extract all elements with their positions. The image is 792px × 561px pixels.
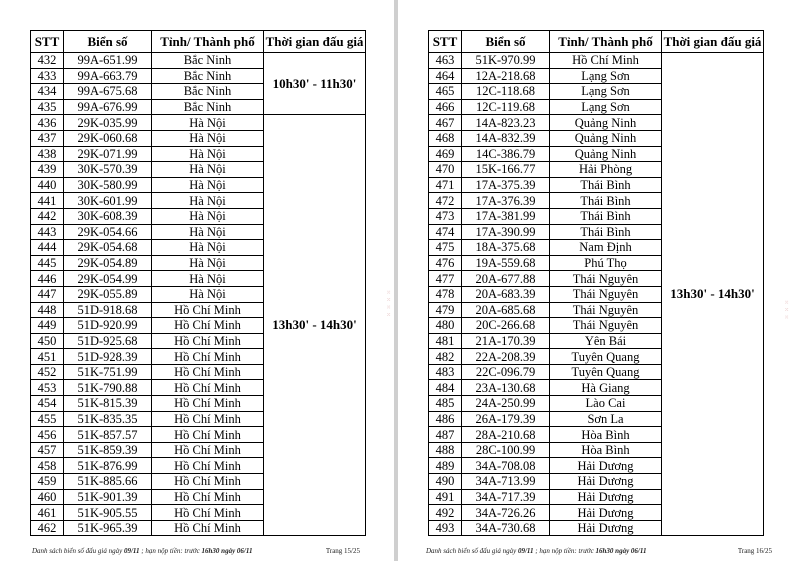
province-cell: Quảng Ninh — [550, 146, 662, 162]
plate-cell: 29K-054.66 — [64, 224, 152, 240]
stt-cell: 435 — [31, 99, 64, 115]
stt-cell: 454 — [31, 396, 64, 412]
province-cell: Hải Dương — [550, 474, 662, 490]
plate-cell: 29K-054.99 — [64, 271, 152, 287]
plate-cell: 28C-100.99 — [462, 442, 550, 458]
plate-cell: 51K-876.99 — [64, 458, 152, 474]
plate-cell: 51K-835.35 — [64, 411, 152, 427]
stt-cell: 489 — [429, 458, 462, 474]
plate-cell: 22A-208.39 — [462, 349, 550, 365]
province-cell: Hồ Chí Minh — [152, 349, 264, 365]
stt-cell: 434 — [31, 84, 64, 100]
province-cell: Tuyên Quang — [550, 364, 662, 380]
header-time: Thời gian đấu giá — [264, 31, 366, 53]
document-page-left — [0, 0, 394, 561]
plate-cell: 51D-928.39 — [64, 349, 152, 365]
province-cell: Thái Bình — [550, 224, 662, 240]
plate-cell: 29K-060.68 — [64, 130, 152, 146]
stt-cell: 440 — [31, 177, 64, 193]
stt-cell: 432 — [31, 53, 64, 69]
plate-cell: 34A-713.99 — [462, 474, 550, 490]
province-cell: Hà Giang — [550, 380, 662, 396]
plate-cell: 26A-179.39 — [462, 411, 550, 427]
province-cell: Hà Nội — [152, 162, 264, 178]
stt-cell: 480 — [429, 318, 462, 334]
province-cell: Hà Nội — [152, 286, 264, 302]
plate-cell: 18A-375.68 — [462, 240, 550, 256]
auction-time-cell: 10h30' - 11h30' — [264, 53, 366, 115]
footer-text: Danh sách biển số đấu giá ngày — [32, 547, 124, 555]
header-stt: STT — [429, 31, 462, 53]
plate-cell: 29K-054.89 — [64, 255, 152, 271]
plate-cell: 20C-266.68 — [462, 318, 550, 334]
stt-cell: 455 — [31, 411, 64, 427]
plate-cell: 51K-815.39 — [64, 396, 152, 412]
header-plate: Biển số — [462, 31, 550, 53]
plate-cell: 12A-218.68 — [462, 68, 550, 84]
page-number: Trang 15/25 — [325, 547, 360, 555]
stt-cell: 466 — [429, 99, 462, 115]
stt-cell: 462 — [31, 520, 64, 536]
auction-table-left — [30, 30, 366, 536]
province-cell: Hà Nội — [152, 115, 264, 131]
province-cell: Hồ Chí Minh — [152, 505, 264, 521]
plate-cell: 29K-071.99 — [64, 146, 152, 162]
plate-cell: 17A-390.99 — [462, 224, 550, 240]
stt-cell: 444 — [31, 240, 64, 256]
stt-cell: 492 — [429, 505, 462, 521]
footer-date: 09/11 — [123, 547, 140, 555]
stt-cell: 448 — [31, 302, 64, 318]
plate-cell: 28A-210.68 — [462, 427, 550, 443]
stt-cell: 437 — [31, 130, 64, 146]
province-cell: Hà Nội — [152, 208, 264, 224]
plate-cell: 34A-726.26 — [462, 505, 550, 521]
plate-cell: 51K-790.88 — [64, 380, 152, 396]
plate-cell: 14C-386.79 — [462, 146, 550, 162]
plate-cell: 12C-119.68 — [462, 99, 550, 115]
province-cell: Hồ Chí Minh — [152, 474, 264, 490]
stt-cell: 453 — [31, 380, 64, 396]
footer-text: ; hạn nộp tiền: trước — [533, 547, 596, 555]
plate-cell: 30K-580.99 — [64, 177, 152, 193]
stt-cell: 443 — [31, 224, 64, 240]
plate-cell: 22C-096.79 — [462, 364, 550, 380]
plate-cell: 21A-170.39 — [462, 333, 550, 349]
stt-cell: 486 — [429, 411, 462, 427]
stt-cell: 436 — [31, 115, 64, 131]
province-cell: Tuyên Quang — [550, 349, 662, 365]
stt-cell: 483 — [429, 364, 462, 380]
province-cell: Quảng Ninh — [550, 130, 662, 146]
page-footer-left — [32, 547, 252, 555]
stt-cell: 485 — [429, 396, 462, 412]
red-stamp-mark: ⁙ ⁙ ⁙ — [783, 300, 788, 321]
plate-cell: 51K-901.39 — [64, 489, 152, 505]
stt-cell: 445 — [31, 255, 64, 271]
province-cell: Hồ Chí Minh — [152, 427, 264, 443]
province-cell: Hà Nội — [152, 224, 264, 240]
red-stamp-mark: ⁙ ⁙ ⁙ ⁙ — [385, 290, 390, 318]
footer-text: ; hạn nộp tiền: trước — [139, 547, 202, 555]
plate-cell: 15K-166.77 — [462, 162, 550, 178]
stt-cell: 491 — [429, 489, 462, 505]
plate-cell: 14A-823.23 — [462, 115, 550, 131]
province-cell: Bắc Ninh — [152, 84, 264, 100]
province-cell: Hồ Chí Minh — [152, 489, 264, 505]
stt-cell: 463 — [429, 53, 462, 69]
plate-cell: 51K-859.39 — [64, 442, 152, 458]
table-row — [429, 53, 764, 69]
table-header-row — [429, 31, 764, 53]
stt-cell: 481 — [429, 333, 462, 349]
province-cell: Hải Dương — [550, 520, 662, 536]
stt-cell: 484 — [429, 380, 462, 396]
page-number-left — [326, 547, 360, 555]
province-cell: Hồ Chí Minh — [152, 380, 264, 396]
page-number: Trang 16/25 — [737, 547, 772, 555]
header-plate: Biển số — [64, 31, 152, 53]
province-cell: Yên Bái — [550, 333, 662, 349]
header-province: Tỉnh/ Thành phố — [152, 31, 264, 53]
footer-date: 09/11 — [517, 547, 534, 555]
stt-cell: 450 — [31, 333, 64, 349]
stt-cell: 469 — [429, 146, 462, 162]
province-cell: Hà Nội — [152, 146, 264, 162]
province-cell: Hồ Chí Minh — [152, 442, 264, 458]
stt-cell: 458 — [31, 458, 64, 474]
province-cell: Hồ Chí Minh — [152, 396, 264, 412]
province-cell: Hồ Chí Minh — [152, 411, 264, 427]
plate-cell: 17A-376.39 — [462, 193, 550, 209]
province-cell: Hà Nội — [152, 240, 264, 256]
plate-cell: 99A-675.68 — [64, 84, 152, 100]
province-cell: Hải Dương — [550, 489, 662, 505]
plate-cell: 51K-965.39 — [64, 520, 152, 536]
stt-cell: 479 — [429, 302, 462, 318]
province-cell: Thái Nguyên — [550, 286, 662, 302]
plate-cell: 29K-035.99 — [64, 115, 152, 131]
province-cell: Thái Nguyên — [550, 302, 662, 318]
province-cell: Hồ Chí Minh — [152, 364, 264, 380]
province-cell: Hồ Chí Minh — [152, 302, 264, 318]
plate-cell: 29K-055.89 — [64, 286, 152, 302]
province-cell: Thái Nguyên — [550, 271, 662, 287]
stt-cell: 459 — [31, 474, 64, 490]
province-cell: Phú Thọ — [550, 255, 662, 271]
province-cell: Hồ Chí Minh — [550, 53, 662, 69]
province-cell: Hải Dương — [550, 458, 662, 474]
plate-cell: 51D-918.68 — [64, 302, 152, 318]
plate-cell: 30K-570.39 — [64, 162, 152, 178]
table-body-right — [429, 53, 764, 536]
stt-cell: 460 — [31, 489, 64, 505]
plate-cell: 30K-601.99 — [64, 193, 152, 209]
plate-cell: 14A-832.39 — [462, 130, 550, 146]
province-cell: Lào Cai — [550, 396, 662, 412]
province-cell: Bắc Ninh — [152, 53, 264, 69]
plate-cell: 51K-970.99 — [462, 53, 550, 69]
plate-cell: 34A-717.39 — [462, 489, 550, 505]
province-cell: Lạng Sơn — [550, 68, 662, 84]
stt-cell: 447 — [31, 286, 64, 302]
plate-cell: 19A-559.68 — [462, 255, 550, 271]
province-cell: Sơn La — [550, 411, 662, 427]
footer-deadline: 16h30 ngày 06/11 — [595, 547, 647, 555]
province-cell: Hòa Bình — [550, 427, 662, 443]
stt-cell: 468 — [429, 130, 462, 146]
table-header-row — [31, 31, 366, 53]
header-time: Thời gian đấu giá — [662, 31, 764, 53]
province-cell: Hà Nội — [152, 255, 264, 271]
province-cell: Hà Nội — [152, 193, 264, 209]
stt-cell: 441 — [31, 193, 64, 209]
province-cell: Hải Phòng — [550, 162, 662, 178]
stt-cell: 438 — [31, 146, 64, 162]
stt-cell: 457 — [31, 442, 64, 458]
province-cell: Hải Dương — [550, 505, 662, 521]
plate-cell: 51D-925.68 — [64, 333, 152, 349]
stt-cell: 461 — [31, 505, 64, 521]
header-province: Tỉnh/ Thành phố — [550, 31, 662, 53]
province-cell: Thái Bình — [550, 208, 662, 224]
stt-cell: 472 — [429, 193, 462, 209]
province-cell: Quảng Ninh — [550, 115, 662, 131]
plate-cell: 51D-920.99 — [64, 318, 152, 334]
stt-cell: 487 — [429, 427, 462, 443]
stt-cell: 470 — [429, 162, 462, 178]
stt-cell: 471 — [429, 177, 462, 193]
stt-cell: 473 — [429, 208, 462, 224]
stt-cell: 493 — [429, 520, 462, 536]
stt-cell: 446 — [31, 271, 64, 287]
plate-cell: 30K-608.39 — [64, 208, 152, 224]
plate-cell: 29K-054.68 — [64, 240, 152, 256]
stt-cell: 476 — [429, 255, 462, 271]
province-cell: Nam Định — [550, 240, 662, 256]
table-row — [31, 115, 366, 131]
province-cell: Thái Bình — [550, 193, 662, 209]
plate-cell: 34A-730.68 — [462, 520, 550, 536]
stt-cell: 475 — [429, 240, 462, 256]
stt-cell: 474 — [429, 224, 462, 240]
plate-cell: 20A-677.88 — [462, 271, 550, 287]
stt-cell: 482 — [429, 349, 462, 365]
province-cell: Lạng Sơn — [550, 84, 662, 100]
plate-cell: 99A-651.99 — [64, 53, 152, 69]
province-cell: Thái Bình — [550, 177, 662, 193]
province-cell: Hồ Chí Minh — [152, 333, 264, 349]
stt-cell: 490 — [429, 474, 462, 490]
province-cell: Thái Nguyên — [550, 318, 662, 334]
stt-cell: 464 — [429, 68, 462, 84]
province-cell: Hà Nội — [152, 271, 264, 287]
footer-text: Danh sách biển số đấu giá ngày — [426, 547, 518, 555]
table-body-left — [31, 53, 366, 536]
auction-time-cell: 13h30' - 14h30' — [662, 53, 764, 536]
plate-cell: 17A-381.99 — [462, 208, 550, 224]
stt-cell: 478 — [429, 286, 462, 302]
stt-cell: 477 — [429, 271, 462, 287]
province-cell: Bắc Ninh — [152, 68, 264, 84]
header-stt: STT — [31, 31, 64, 53]
plate-cell: 99A-663.79 — [64, 68, 152, 84]
plate-cell: 20A-683.39 — [462, 286, 550, 302]
plate-cell: 51K-885.66 — [64, 474, 152, 490]
province-cell: Bắc Ninh — [152, 99, 264, 115]
plate-cell: 51K-751.99 — [64, 364, 152, 380]
province-cell: Hồ Chí Minh — [152, 318, 264, 334]
plate-cell: 20A-685.68 — [462, 302, 550, 318]
province-cell: Hà Nội — [152, 177, 264, 193]
footer-deadline: 16h30 ngày 06/11 — [201, 547, 253, 555]
stt-cell: 449 — [31, 318, 64, 334]
province-cell: Hà Nội — [152, 130, 264, 146]
page-footer-right — [426, 547, 646, 555]
plate-cell: 23A-130.68 — [462, 380, 550, 396]
stt-cell: 456 — [31, 427, 64, 443]
plate-cell: 99A-676.99 — [64, 99, 152, 115]
table-row — [31, 53, 366, 69]
province-cell: Hồ Chí Minh — [152, 520, 264, 536]
plate-cell: 24A-250.99 — [462, 396, 550, 412]
stt-cell: 451 — [31, 349, 64, 365]
province-cell: Hòa Bình — [550, 442, 662, 458]
page-number-right — [738, 547, 772, 555]
auction-table-right — [428, 30, 764, 536]
plate-cell: 34A-708.08 — [462, 458, 550, 474]
province-cell: Hồ Chí Minh — [152, 458, 264, 474]
stt-cell: 442 — [31, 208, 64, 224]
plate-cell: 51K-905.55 — [64, 505, 152, 521]
province-cell: Lạng Sơn — [550, 99, 662, 115]
auction-time-cell: 13h30' - 14h30' — [264, 115, 366, 536]
stt-cell: 467 — [429, 115, 462, 131]
plate-cell: 51K-857.57 — [64, 427, 152, 443]
stt-cell: 452 — [31, 364, 64, 380]
plate-cell: 17A-375.39 — [462, 177, 550, 193]
stt-cell: 439 — [31, 162, 64, 178]
stt-cell: 433 — [31, 68, 64, 84]
stt-cell: 488 — [429, 442, 462, 458]
stt-cell: 465 — [429, 84, 462, 100]
plate-cell: 12C-118.68 — [462, 84, 550, 100]
